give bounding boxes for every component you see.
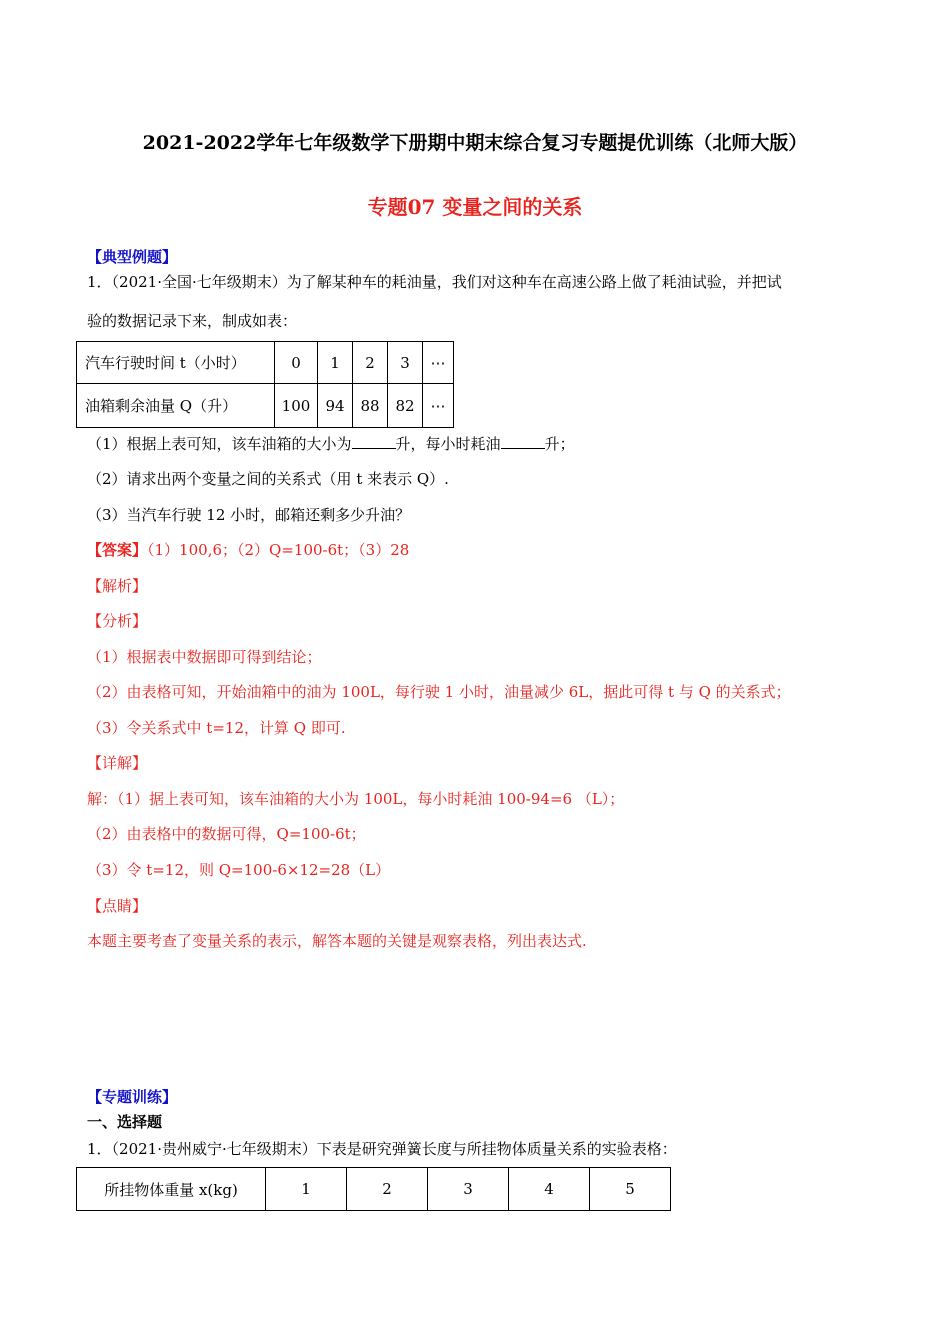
answer-label: 【答案】 (87, 541, 148, 559)
dianjing-text: 本题主要考查了变量关系的表示，解答本题的关键是观察表格，列出表达式. (87, 932, 587, 950)
answer-line (87, 539, 409, 560)
training-question-text: （2021·贵州威宁·七年级期末）下表是研究弹簧长度与所挂物体质量关系的实验表格： (111, 1140, 677, 1158)
sub-question-1 (87, 433, 575, 454)
table-cell: 油箱剩余油量 Q（升） (77, 384, 275, 428)
sub-question-1-part-a: （1）根据上表可知，该车油箱的大小为 (87, 435, 352, 453)
table-cell: ⋯ (423, 342, 454, 384)
table-row (77, 1168, 671, 1211)
spring-data-table (76, 1167, 671, 1211)
sub-question-3: （3）当汽车行驶 12 小时，邮箱还剩多少升油？ (87, 506, 411, 524)
example-question-text: （2021·全国·七年级期末）为了解某种车的耗油量，我们对这种车在高速公路上做了耗油试验，并把试 (111, 273, 782, 291)
analysis-label: 【解析】 (87, 577, 148, 595)
table-cell: 100 (275, 384, 318, 428)
fenxi-line-1: （1）根据表中数据即可得到结论； (87, 648, 322, 666)
table-cell: 4 (509, 1168, 590, 1211)
training-question-1 (87, 1138, 677, 1159)
table-cell: 5 (590, 1168, 671, 1211)
sub-question-1-part-b: 升，每小时耗油 (395, 435, 501, 453)
example-question-line2: 验的数据记录下来，制成如表： (87, 312, 298, 330)
table-cell: 82 (388, 384, 423, 428)
table-cell: 88 (353, 384, 388, 428)
topic-subtitle: 专题07 变量之间的关系 (367, 195, 583, 219)
training-question-number: 1． (87, 1140, 112, 1158)
answer-text: （1）100,6；（2）Q=100-6t；（3）28 (147, 541, 410, 559)
fenxi-line-2: （2）由表格可知，开始油箱中的油为 100L，每行驶 1 小时，油量减少 6L，据此可得 t 与 Q 的关系式； (87, 683, 791, 701)
table-cell: 1 (318, 342, 353, 384)
dianjing-label: 【点睛】 (87, 897, 148, 915)
detail-line-2: （2）由表格中的数据可得，Q=100-6t； (87, 825, 366, 843)
table-cell: 3 (388, 342, 423, 384)
table-cell: 3 (428, 1168, 509, 1211)
sub-question-1-part-c: 升； (544, 435, 575, 453)
fenxi-line-3: （3）令关系式中 t=12，计算 Q 即可. (87, 719, 346, 737)
table-cell: 所挂物体重量 x(kg) (77, 1168, 266, 1211)
example-question-number: 1． (87, 273, 112, 291)
table-row (77, 384, 454, 428)
answer-blank (501, 434, 545, 449)
detail-line-3: （3）令 t=12，则 Q=100-6×12=28（L） (87, 861, 391, 879)
fuel-data-table (76, 341, 454, 428)
table-cell: 94 (318, 384, 353, 428)
example-question-line1 (87, 271, 782, 292)
table-cell: 汽车行驶时间 t（小时） (77, 342, 275, 384)
table-cell: ⋯ (423, 384, 454, 428)
training-section-label: 【专题训练】 (87, 1088, 178, 1106)
table-row (77, 342, 454, 384)
table-cell: 2 (347, 1168, 428, 1211)
sub-question-2: （2）请求出两个变量之间的关系式（用 t 来表示 Q）. (87, 470, 449, 488)
table-cell: 0 (275, 342, 318, 384)
fenxi-label: 【分析】 (87, 612, 148, 630)
table-cell: 2 (353, 342, 388, 384)
detail-label: 【详解】 (87, 754, 148, 772)
example-section-label: 【典型例题】 (87, 248, 178, 266)
answer-blank (352, 434, 396, 449)
table-cell: 1 (266, 1168, 347, 1211)
detail-line-1: 解：（1）据上表可知，该车油箱的大小为 100L，每小时耗油 100-94=6 （L）； (87, 790, 625, 808)
choice-part-label: 一、选择题 (87, 1113, 163, 1131)
main-title: 2021-2022学年七年级数学下册期中期末综合复习专题提优训练（北师大版） (142, 132, 808, 154)
